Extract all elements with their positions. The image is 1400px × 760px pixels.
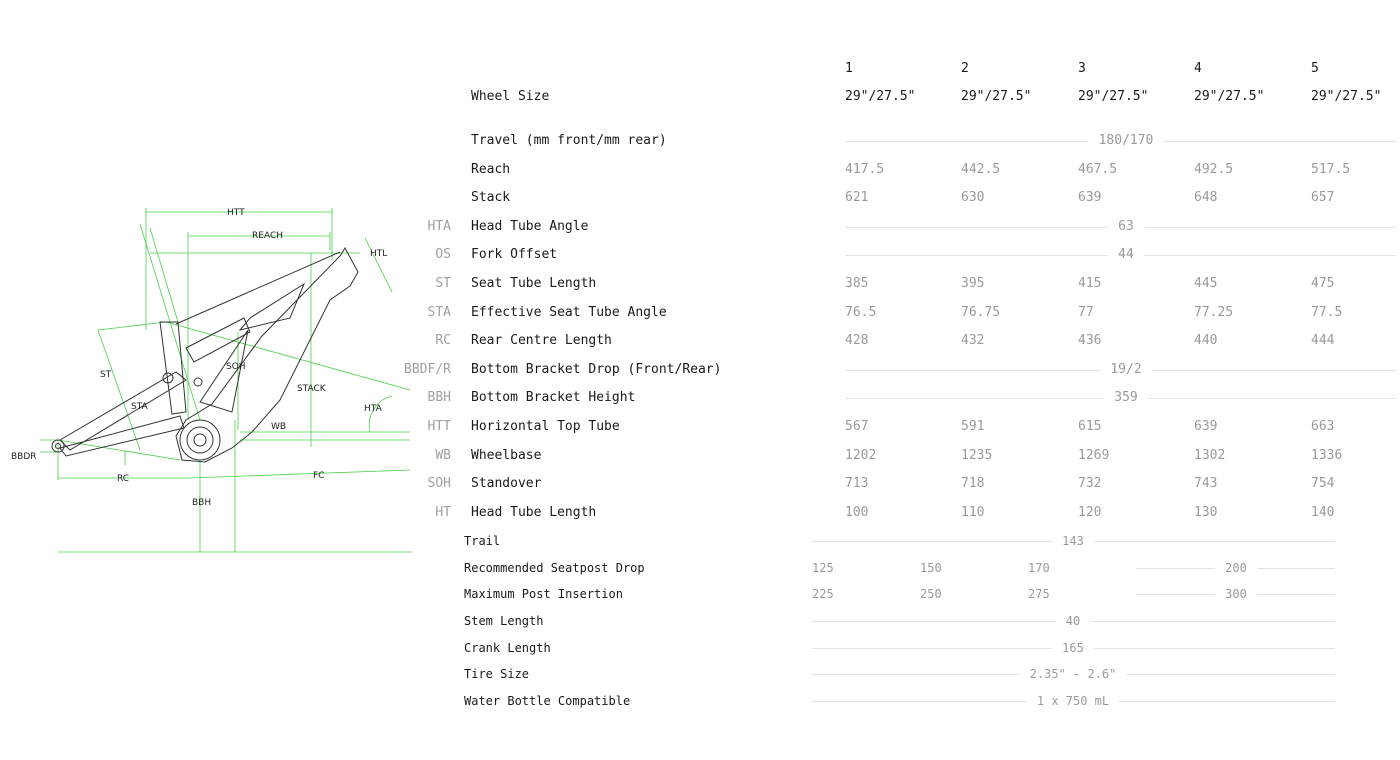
span-value: 359 xyxy=(1104,390,1147,406)
label-bbh: BBH xyxy=(192,498,212,508)
row-label: Effective Seat Tube Angle xyxy=(471,305,667,320)
cell-value: 125 xyxy=(812,561,834,575)
row-label: Reach xyxy=(471,162,511,177)
cell-value: 639 xyxy=(1194,419,1218,434)
cell-value: 1235 xyxy=(961,448,993,463)
cell-value: 663 xyxy=(1311,419,1335,434)
row-label: Seat Tube Length xyxy=(471,276,597,291)
span-value: 44 xyxy=(1108,247,1144,263)
row-label: Rear Centre Length xyxy=(471,333,612,348)
cell-value: 428 xyxy=(845,333,869,348)
row-abbr: BBDF/R xyxy=(404,362,451,377)
cell-value: 621 xyxy=(845,190,869,205)
cell-value: 29"/27.5" xyxy=(1078,89,1149,104)
span-value: 200 xyxy=(1215,560,1257,576)
cell-value: 140 xyxy=(1311,505,1335,520)
row-label: Stem Length xyxy=(464,614,544,628)
cell-value: 76.5 xyxy=(845,305,877,320)
row-label: Wheel Size xyxy=(471,89,550,104)
size-5[interactable]: 5 xyxy=(1311,61,1319,76)
label-sta: STA xyxy=(131,402,148,412)
span-value: 165 xyxy=(1052,640,1094,656)
row-abbr: WB xyxy=(435,448,451,463)
cell-value: 170 xyxy=(1028,561,1050,575)
cell-value: 639 xyxy=(1078,190,1102,205)
span-value: 40 xyxy=(1056,613,1090,629)
row-label: Horizontal Top Tube xyxy=(471,419,620,434)
span-value: 300 xyxy=(1215,586,1257,602)
cell-value: 29"/27.5" xyxy=(1311,89,1382,104)
label-htt: HTT xyxy=(227,208,245,218)
cell-value: 29"/27.5" xyxy=(961,89,1032,104)
span-value: 63 xyxy=(1108,219,1144,235)
cell-value: 29"/27.5" xyxy=(1194,89,1265,104)
span-value: 2.35" - 2.6" xyxy=(1020,666,1127,682)
label-bbdr: BBDR xyxy=(11,452,37,462)
cell-value: 732 xyxy=(1078,476,1102,491)
label-st: ST xyxy=(100,370,112,380)
cell-value: 444 xyxy=(1311,333,1335,348)
cell-value: 385 xyxy=(845,276,869,291)
cell-value: 417.5 xyxy=(845,162,885,177)
cell-value: 110 xyxy=(961,505,985,520)
label-wb: WB xyxy=(271,422,287,432)
row-label: Crank Length xyxy=(464,641,551,655)
row-label: Tire Size xyxy=(464,667,530,681)
cell-value: 1202 xyxy=(845,448,877,463)
row-label: Head Tube Angle xyxy=(471,219,589,234)
cell-value: 225 xyxy=(812,587,834,601)
row-abbr: BBH xyxy=(427,390,451,405)
row-label: Recommended Seatpost Drop xyxy=(464,561,645,575)
row-abbr: HTT xyxy=(427,419,451,434)
size-3[interactable]: 3 xyxy=(1078,61,1086,76)
cell-value: 275 xyxy=(1028,587,1050,601)
cell-value: 567 xyxy=(845,419,869,434)
cell-value: 100 xyxy=(845,505,869,520)
cell-value: 395 xyxy=(961,276,985,291)
cell-value: 440 xyxy=(1194,333,1218,348)
cell-value: 492.5 xyxy=(1194,162,1234,177)
label-rc: RC xyxy=(117,474,130,484)
label-fc: FC xyxy=(313,471,325,481)
cell-value: 442.5 xyxy=(961,162,1001,177)
cell-value: 445 xyxy=(1194,276,1218,291)
label-hta: HTA xyxy=(364,404,382,414)
row-abbr: SOH xyxy=(427,476,451,491)
row-abbr: OS xyxy=(435,247,451,262)
size-4[interactable]: 4 xyxy=(1194,61,1202,76)
measurement-lines xyxy=(40,208,412,552)
cell-value: 467.5 xyxy=(1078,162,1118,177)
cell-value: 1302 xyxy=(1194,448,1226,463)
cell-value: 77 xyxy=(1078,305,1094,320)
row-label: Trail xyxy=(464,534,501,548)
cell-value: 475 xyxy=(1311,276,1335,291)
cell-value: 591 xyxy=(961,419,985,434)
span-value: 19/2 xyxy=(1100,362,1151,378)
row-label: Head Tube Length xyxy=(471,505,597,520)
row-label: Fork Offset xyxy=(471,247,558,262)
row-label: Travel (mm front/mm rear) xyxy=(471,133,667,148)
span-value: 1 x 750 mL xyxy=(1027,693,1119,709)
cell-value: 713 xyxy=(845,476,869,491)
cell-value: 76.75 xyxy=(961,305,1001,320)
row-label: Bottom Bracket Height xyxy=(471,390,636,405)
row-label: Water Bottle Compatible xyxy=(464,694,631,708)
size-1[interactable]: 1 xyxy=(845,61,853,76)
cell-value: 648 xyxy=(1194,190,1218,205)
cell-value: 29"/27.5" xyxy=(845,89,916,104)
row-abbr: HT xyxy=(435,505,451,520)
cell-value: 517.5 xyxy=(1311,162,1351,177)
cell-value: 130 xyxy=(1194,505,1218,520)
cell-value: 754 xyxy=(1311,476,1335,491)
row-label: Wheelbase xyxy=(471,448,542,463)
cell-value: 432 xyxy=(961,333,985,348)
cell-value: 1269 xyxy=(1078,448,1110,463)
cell-value: 657 xyxy=(1311,190,1335,205)
cell-value: 630 xyxy=(961,190,985,205)
row-label: Maximum Post Insertion xyxy=(464,587,623,601)
row-abbr: HTA xyxy=(427,219,451,234)
cell-value: 250 xyxy=(920,587,942,601)
row-abbr: STA xyxy=(427,305,451,320)
size-2[interactable]: 2 xyxy=(961,61,969,76)
row-label: Stack xyxy=(471,190,511,205)
cell-value: 436 xyxy=(1078,333,1102,348)
cell-value: 150 xyxy=(920,561,942,575)
cell-value: 120 xyxy=(1078,505,1102,520)
label-stack: STACK xyxy=(297,384,326,394)
label-soh: SOH xyxy=(226,362,246,372)
cell-value: 615 xyxy=(1078,419,1102,434)
span-value: 143 xyxy=(1052,533,1094,549)
row-label: Standover xyxy=(471,476,542,491)
cell-value: 77.25 xyxy=(1194,305,1234,320)
label-htl: HTL xyxy=(370,249,388,259)
label-reach: REACH xyxy=(252,231,283,241)
frame-outline xyxy=(52,248,358,462)
cell-value: 1336 xyxy=(1311,448,1343,463)
row-abbr: ST xyxy=(435,276,451,291)
cell-value: 743 xyxy=(1194,476,1218,491)
cell-value: 415 xyxy=(1078,276,1102,291)
cell-value: 77.5 xyxy=(1311,305,1343,320)
row-abbr: RC xyxy=(435,333,451,348)
cell-value: 718 xyxy=(961,476,985,491)
row-label: Bottom Bracket Drop (Front/Rear) xyxy=(471,362,722,377)
geometry-diagram xyxy=(0,200,420,560)
span-value: 180/170 xyxy=(1089,133,1164,149)
